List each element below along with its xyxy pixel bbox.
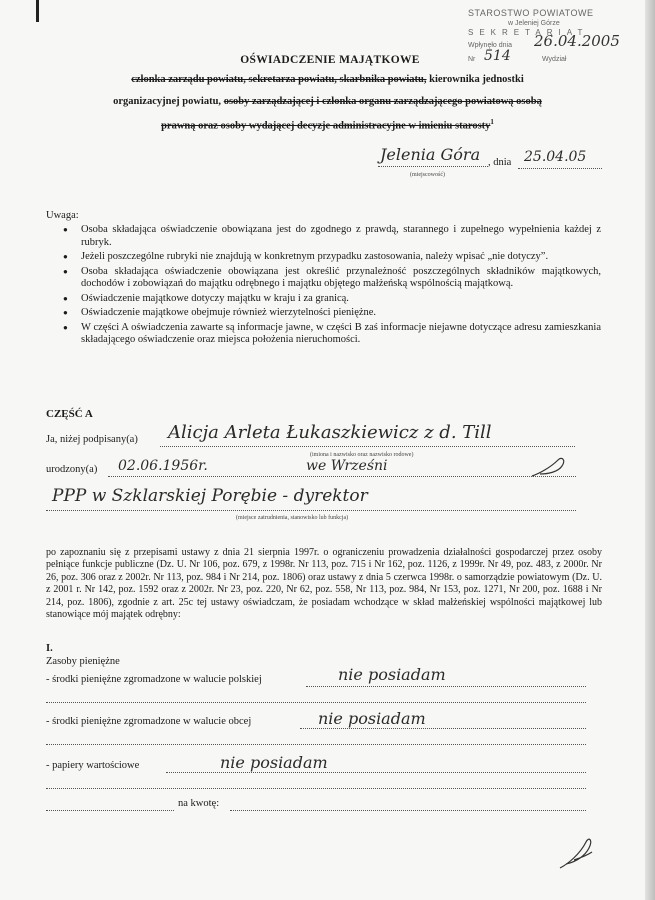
pln-value: nie posiadam: [338, 665, 446, 684]
name-handwritten: Alicja Arleta Łukaszkiewicz z d. Till: [168, 422, 492, 443]
intro-struck-text-3: prawną oraz osoby wydającej decyzje administracyjne w imieniu starosty: [161, 120, 491, 132]
note-item: ● Oświadczenie majątkowe obejmuje również wierzytelności pieniężne.: [63, 307, 601, 320]
intro-line-3: [30, 118, 625, 132]
page-edge-shadow: [645, 0, 655, 900]
legal-paragraph: po zapoznaniu się z przepisami ustawy z dnia 21 sierpnia 1997r. o ograniczeniu prowadzenia działalności gospodarczej przez osoby pełniące funkcje publiczne (Dz. U. Nr 106, poz. 679, z 1998r. Nr 113, poz. 715 i Nr 162, poz. 1126, z 1999r. Nr 49, poz. 483, z 2000r. Nr 26, poz. 306 oraz z 2002r. Nr 113, poz. 984 i Nr 214, poz. 1806) oraz ustawy z dnia 5 czerwca 1998r. o samorządzie powiatowym (Dz. U. z 2001 r. Nr 142, poz. 1592 oraz z 2002r. Nr 23, poz. 220, Nr 62, poz. 558, Nr 113, poz. 984, Nr 153, poz. 1271, Nr 200, poz. 1688 i Nr 214, poz. 1806), zgodnie z art. 25c tej ustawy oświadczam, że posiadam wchodzące w skład małżeńskiej wspólności majątkowej lub stanowiące mój majątek odrębny:: [46, 547, 602, 621]
registry-stamp: [458, 4, 638, 66]
foreign-label: - środki pieniężne zgromadzone w walucie obcej: [46, 716, 252, 727]
securities-dots-2: [46, 788, 586, 789]
section-title: Zasoby pieniężne: [46, 656, 120, 667]
note-item: ● Oświadczenie majątkowe dotyczy majątku w kraju i za granicą.: [63, 293, 601, 306]
scan-mark: [36, 0, 39, 22]
name-caption: (imiona i nazwisko oraz nazwisko rodowe): [310, 452, 414, 458]
note-item: ● Osoba składająca oświadczenie obowiązana jest do zgodnego z prawdą, starannego i zupełnego wypełnienia każdej z rubryk.: [63, 224, 601, 249]
born-date-handwritten: 02.06.1956r.: [118, 458, 208, 474]
foreign-dots-2: [46, 744, 586, 745]
born-line-slash: [528, 456, 568, 478]
date-label: , dnia: [488, 157, 512, 168]
notes-list: [63, 224, 601, 349]
stamp-number-value: 514: [484, 48, 511, 64]
amount-dots-before: [46, 810, 174, 811]
date-dots: [518, 168, 602, 169]
intro-line-2: [30, 96, 625, 107]
footnote-mark: 1: [490, 118, 494, 126]
securities-value: nie posiadam: [220, 753, 328, 772]
stamp-sent-label: Wydział: [542, 56, 567, 63]
foreign-value: nie posiadam: [318, 709, 426, 728]
pln-dots: [306, 686, 586, 687]
note-item: ● Jeżeli poszczególne rubryki nie znajdują w konkretnym przypadku zastosowania, należy wpisać „nie dotyczy”.: [63, 251, 601, 264]
intro-struck-text: członka zarządu powiatu, sekretarza powiatu, skarbnika powiatu,: [131, 74, 427, 85]
note-item: ● Osoba składająca oświadczenie obowiązana jest określić przynależność poszczególnych składników majątkowych, dochodów i zobowiązań do majątku odrębnego i majątku objętego małżeńską wspólnością majątkową.: [63, 266, 601, 291]
securities-label: - papiery wartościowe: [46, 760, 140, 771]
born-place-handwritten: we Wrześni: [306, 458, 388, 474]
section-number: I.: [46, 643, 53, 654]
stamp-received-date: 26.04.2005: [534, 32, 620, 50]
employment-handwritten: PPP w Szklarskiej Porębie - dyrektor: [52, 486, 368, 506]
stamp-number-label: Nr: [468, 56, 476, 63]
intro-struck-text-2: osoby zarządzającej i członka organu zarządzającego powiatową osobą: [223, 96, 542, 107]
born-label: urodzony(a): [46, 464, 98, 475]
document-title: OŚWIADCZENIE MAJĄTKOWE: [240, 54, 420, 66]
note-item: ● W części A oświadczenia zawarte są informacje jawne, w części B zaś informacje niejawne dotyczące adresu zamieszkania składającego oświadczenie oraz miejsca położenia nieruchomości.: [63, 322, 601, 347]
pln-label: - środki pieniężne zgromadzone w walucie polskiej: [46, 674, 262, 685]
place-handwritten: Jelenia Góra: [380, 145, 481, 164]
stamp-letters: SEKRETARIAT: [468, 28, 589, 37]
notes-heading: Uwaga:: [46, 210, 79, 221]
name-dots: [160, 446, 575, 447]
stamp-received-label: Wpłynęło dnia: [468, 42, 512, 49]
intro-line-1: [30, 74, 625, 85]
stamp-city: w Jeleniej Górze: [508, 20, 560, 27]
date-handwritten: 25.04.05: [524, 149, 587, 165]
place-caption: (miejscowość): [410, 172, 445, 178]
undersigned-label: Ja, niżej podpisany(a): [46, 434, 138, 445]
initials-signature: [556, 832, 596, 872]
employment-caption: (miejsce zatrudnienia, stanowisko lub funkcja): [236, 515, 349, 521]
securities-dots: [166, 772, 586, 773]
pln-dots-2: [46, 702, 586, 703]
stamp-office: STAROSTWO POWIATOWE: [468, 8, 594, 18]
part-a-heading: CZĘŚĆ A: [46, 408, 93, 420]
amount-label: na kwotę:: [178, 798, 220, 809]
born-dots: [108, 476, 576, 477]
foreign-dots: [300, 728, 586, 729]
place-dots: [378, 166, 488, 167]
amount-dots: [230, 810, 586, 811]
employment-dots: [46, 510, 576, 511]
intro-kept-text: kierownika jednostki: [429, 74, 524, 85]
intro-kept-text-2: organizacyjnej powiatu,: [113, 96, 222, 107]
